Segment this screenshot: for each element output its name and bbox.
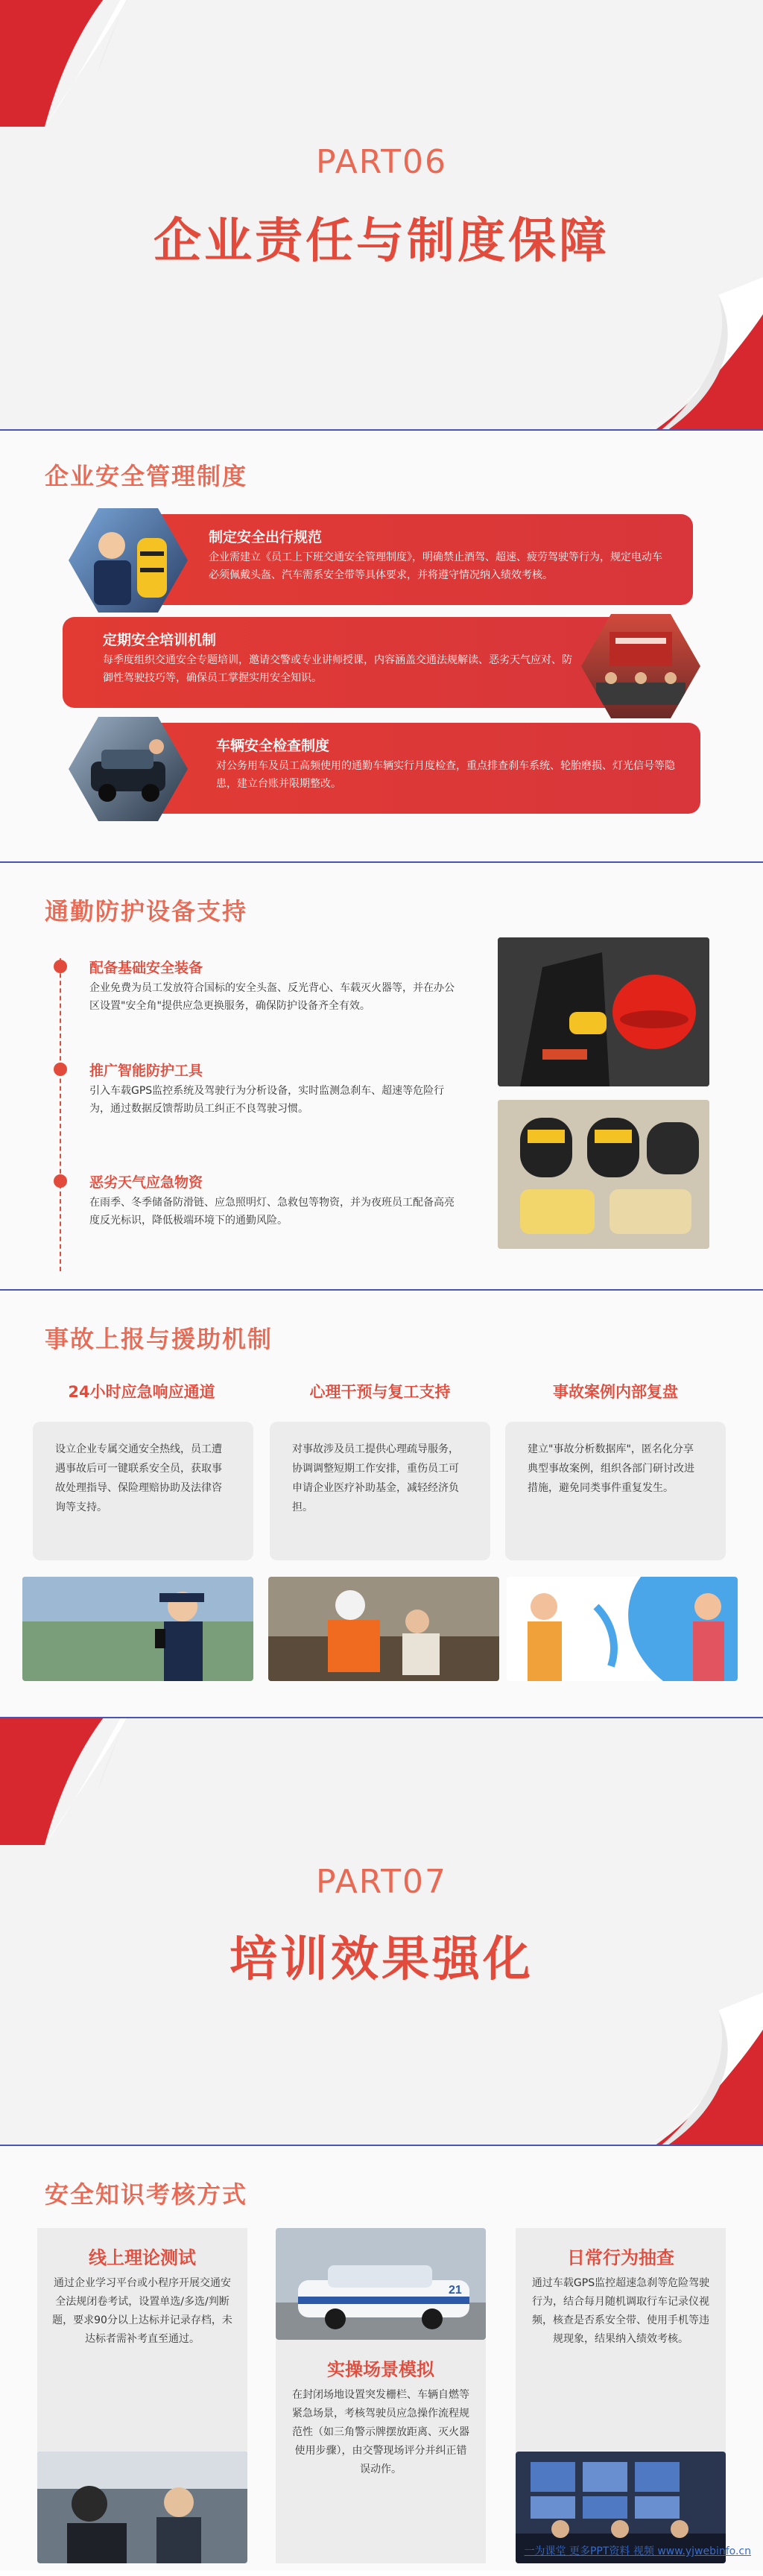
- assessment-card-desc: 通过车载GPS监控超速急刹等危险驾驶行为，结合每月随机调取行车记录仪视频，核查是否系安全带、使用手机等违规现象，结果纳入绩效考核。: [531, 2277, 710, 2345]
- rescue-worker-image: [268, 1577, 499, 1681]
- footer-website-link[interactable]: 一为课堂 更多PPT资料 视频 www.yjwebinfo.cn: [524, 2545, 751, 2557]
- timeline-line: [60, 958, 61, 1271]
- rule-card-desc: 对公务用车及员工高频使用的通勤车辆实行月度检查，重点排查刹车系统、轮胎磨损、灯光信号等隐患，建立台账并限期整改。: [216, 760, 675, 790]
- timeline-dot: [54, 1063, 67, 1076]
- rule-card-2: [63, 617, 636, 708]
- police-car-image: [276, 2228, 486, 2340]
- rule-card-1: [104, 514, 693, 605]
- timeline-dot: [54, 960, 67, 973]
- slide-title: 通勤防护设备支持: [45, 897, 248, 925]
- slide-knowledge-assessment: [0, 2146, 763, 2570]
- rule-card-title: 定期安全培训机制: [103, 632, 217, 648]
- rule-card-title: 车辆安全检查制度: [216, 738, 330, 754]
- rule-card-desc: 每季度组织交通安全专题培训，邀请交警或专业讲师授课，内容涵盖交通法规解读、恶劣天气应对、防御性驾驶技巧等，确保员工掌握实用安全知识。: [103, 654, 572, 684]
- equipment-item-desc: 在雨季、冬季储备防滑链、应急照明灯、急救包等物资，并为夜班员工配备高亮度反光标识，降低极端环境下的通勤风险。: [89, 1197, 455, 1227]
- support-col-desc: 建立"事故分析数据库"，匿名化分享典型事故案例，组织各部门研讨改进措施，避免同类事件重复发生。: [505, 1422, 726, 1560]
- car-interior-image: [37, 2452, 247, 2563]
- assessment-card-title: 实操场景模拟: [327, 2359, 434, 2380]
- cover-slide-part07: [0, 1718, 763, 2146]
- slide-accident-support: [0, 1291, 763, 1718]
- page-curl-bottom-right: [599, 1981, 763, 2146]
- equipment-item-title: 推广智能防护工具: [89, 1063, 203, 1079]
- page-curl-top-left: [0, 0, 149, 127]
- slide-title: 事故上报与援助机制: [45, 1325, 273, 1353]
- phone-call-illustration: [507, 1577, 738, 1681]
- section-title: 企业责任与制度保障: [153, 214, 610, 269]
- support-col-desc: 设立企业专属交通安全热线，员工遭遇事故后可一键联系安全员，获取事故处理指导、保险理赔协助及法律咨询等支持。: [33, 1422, 253, 1560]
- slide-title: 企业安全管理制度: [45, 462, 248, 490]
- rule-card-title: 制定安全出行规范: [209, 529, 323, 545]
- car-number-label: 21: [449, 2284, 462, 2297]
- timeline-dot: [54, 1174, 67, 1188]
- part-number: PART07: [315, 1863, 448, 1901]
- slide-title: 安全知识考核方式: [45, 2180, 248, 2209]
- support-col-title: 心理干预与复工支持: [309, 1383, 451, 1401]
- part-number: PART06: [315, 143, 448, 181]
- assessment-card-desc: 通过企业学习平台或小程序开展交通安全法规闭卷考试，设置单选/多选/判断题，要求90分以上达标并记录存档，未达标者需补考直至通过。: [52, 2277, 232, 2345]
- assessment-card-title: 日常行为抽查: [567, 2247, 674, 2268]
- section-title: 培训效果强化: [229, 1932, 534, 1987]
- assessment-card-desc: 在封闭场地设置突发栅栏、车辆自燃等紧急场景，考核驾驶员应急操作流程规范性（如三角警示牌摆放距离、灭火器使用步骤），由交警现场评分并纠正错误动作。: [292, 2389, 469, 2475]
- support-col-title: 24小时应急响应通道: [68, 1383, 215, 1401]
- assessment-card-body: [276, 2340, 486, 2563]
- support-col-desc: 对事故涉及员工提供心理疏导服务，协调调整短期工作安排，重伤员工可申请企业医疗补助基金，减轻经济负担。: [270, 1422, 490, 1560]
- equipment-item-title: 恶劣天气应急物资: [89, 1174, 203, 1191]
- page-curl-bottom-right: [599, 265, 763, 431]
- assessment-card-1: [37, 2228, 247, 2563]
- equipment-item-desc: 引入车载GPS监控系统及驾驶行为分析设备，实时监测急刹车、超速等危险行为，通过数据反馈帮助员工纠正不良驾驶习惯。: [89, 1085, 445, 1115]
- rule-card-3: [104, 723, 700, 814]
- slide-protective-equipment: [0, 863, 763, 1291]
- equipment-item-title: 配备基础安全装备: [89, 960, 203, 976]
- assessment-card-title: 线上理论测试: [89, 2247, 196, 2268]
- hotline-officer-image: [22, 1577, 253, 1681]
- assessment-card-3: [516, 2228, 726, 2563]
- helmet-gloves-image: [498, 937, 709, 1086]
- equipment-item-desc: 企业免费为员工发放符合国标的安全头盔、反光背心、车载灭火器等，并在办公区设置"安全角"提供应急更换服务，确保防护设备齐全有效。: [89, 982, 455, 1012]
- cover-slide-part06: [0, 0, 763, 431]
- assessment-card-2: [276, 2228, 486, 2563]
- page-curl-top-left: [0, 1718, 149, 1845]
- rule-card-desc: 企业需建立《员工上下班交通安全管理制度》，明确禁止酒驾、超速、疲劳驾驶等行为，规定电动车必须佩戴头盔、汽车需系安全带等具体要求，并将遵守情况纳入绩效考核。: [209, 551, 662, 581]
- slide-safety-management: [0, 431, 763, 863]
- support-col-title: 事故案例内部复盘: [553, 1383, 678, 1401]
- safety-gear-set-image: [498, 1100, 709, 1249]
